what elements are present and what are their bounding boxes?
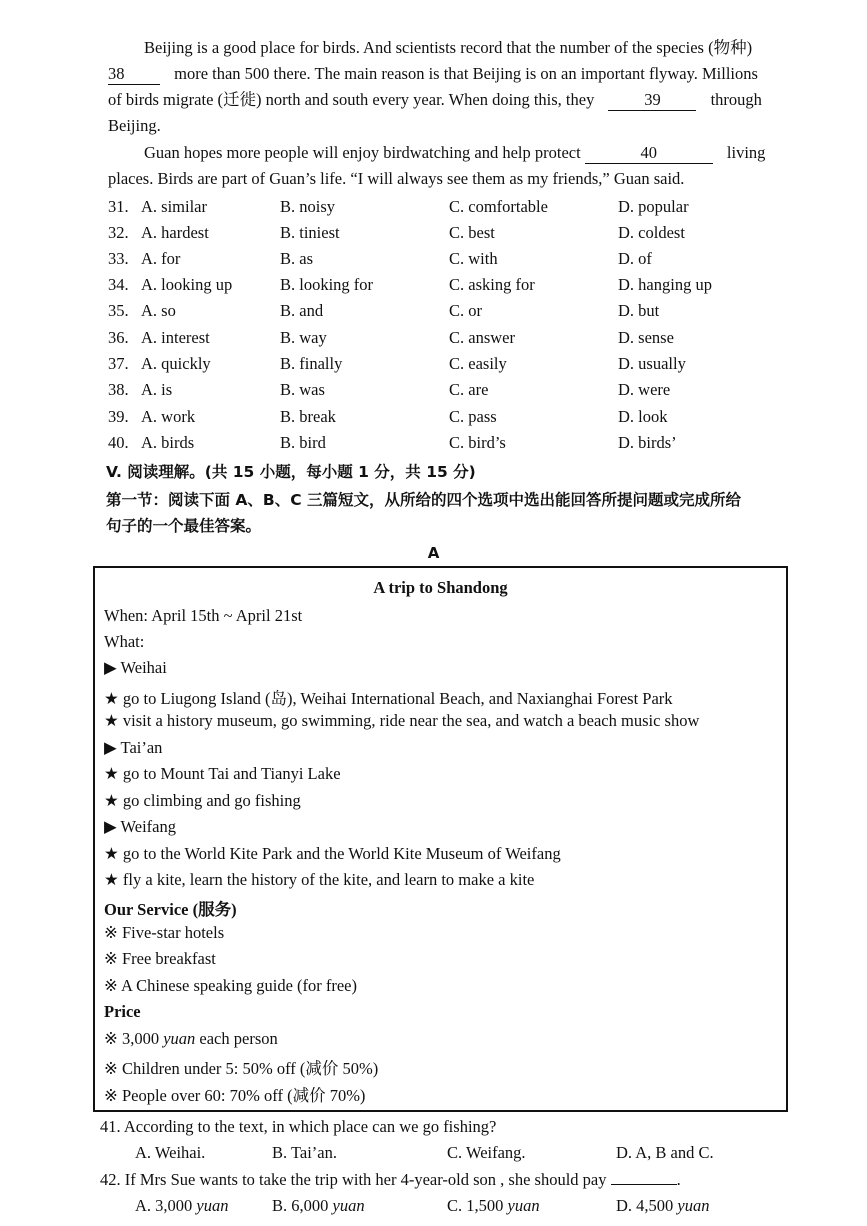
advert-price-item: ※ Children under 5: 50% off (减价 50%): [104, 1059, 379, 1078]
option-c[interactable]: C. comfortable: [449, 197, 548, 216]
option-row: [108, 433, 808, 455]
option-row: [108, 380, 808, 402]
question-number: 40.: [108, 433, 129, 452]
option-c[interactable]: C. easily: [449, 354, 507, 373]
question-number: 38.: [108, 380, 129, 399]
option-row: [108, 301, 808, 323]
section-heading: V. 阅读理解。(共 15 小题，每小题 1 分，共 15 分): [106, 463, 476, 481]
option-d[interactable]: D. coldest: [618, 223, 685, 242]
question-42-text: 42. If Mrs Sue wants to take the trip with her 4-year-old son , she should pay: [100, 1170, 607, 1189]
option-d[interactable]: D. hanging up: [618, 275, 712, 294]
answer-blank: [611, 1184, 677, 1185]
question-number: 37.: [108, 354, 129, 373]
option-c[interactable]: C. best: [449, 223, 495, 242]
passage-line-3-text: of birds migrate (迁徙) north and south every year. When doing this, they: [108, 90, 595, 109]
option-b[interactable]: B. way: [280, 328, 327, 347]
advert-service-item: ※ A Chinese speaking guide (for free): [104, 976, 358, 995]
section-instructions-line-1: 第一节：阅读下面 A、B、C 三篇短文，从所给的四个选项中选出能回答所提问题或完成所给: [106, 491, 741, 509]
advert-service-heading: Our Service (服务): [104, 900, 237, 919]
option-unit: yuan: [507, 1196, 540, 1215]
option-a[interactable]: A. interest: [141, 328, 210, 347]
advert-weifang: ▶ Weifang: [104, 817, 176, 836]
passage-line-2-text: more than 500 there. The main reason is that Beijing is on an important flyway. Millions: [174, 64, 758, 83]
option-row: [108, 328, 808, 350]
passage-label: A: [427, 544, 440, 562]
passage-line-3-end: through: [710, 90, 762, 109]
option-c[interactable]: C. pass: [449, 407, 497, 426]
option-c[interactable]: C. answer: [449, 328, 515, 347]
option-row: [108, 223, 808, 245]
option-a[interactable]: A. similar: [141, 197, 207, 216]
advert-weihai-item: ★ go to Liugong Island (岛), Weihai International Beach, and Naxianghai Forest Park: [104, 689, 673, 708]
option-a[interactable]: A. so: [141, 301, 176, 320]
advert-taian-item: ★ go to Mount Tai and Tianyi Lake: [104, 764, 341, 783]
option-d[interactable]: D. usually: [618, 354, 686, 373]
passage-line-2: [108, 64, 758, 85]
option-b[interactable]: B. looking for: [280, 275, 374, 294]
advert-weifang-item: ★ go to the World Kite Park and the World Kite Museum of Weifang: [104, 844, 561, 863]
question-number: 39.: [108, 407, 129, 426]
option-a[interactable]: A. birds: [141, 433, 195, 452]
option-d[interactable]: D. birds’: [618, 433, 677, 452]
q41-option-b[interactable]: B. Tai’an.: [272, 1143, 337, 1162]
option-c[interactable]: C. asking for: [449, 275, 535, 294]
option-amount: A. 3,000: [135, 1196, 193, 1215]
question-number: 34.: [108, 275, 129, 294]
price-text: each person: [199, 1029, 278, 1048]
passage-line-3: [108, 90, 762, 111]
option-row: [108, 275, 808, 297]
question-42: [100, 1170, 681, 1190]
question-41: 41. According to the text, in which place can we go fishing?: [100, 1117, 497, 1136]
advert-weihai-item: ★ visit a history museum, go swimming, ride near the sea, and watch a beach music show: [104, 711, 700, 730]
question-number: 32.: [108, 223, 129, 242]
q42-option-d[interactable]: [616, 1196, 710, 1216]
advert-service-item: ※ Free breakfast: [104, 949, 216, 968]
option-d[interactable]: D. popular: [618, 197, 689, 216]
option-a[interactable]: A. quickly: [141, 354, 211, 373]
trip-advert-box: [93, 566, 788, 1112]
advert-service-item: ※ Five-star hotels: [104, 923, 225, 942]
option-row: [108, 354, 808, 376]
option-b[interactable]: B. finally: [280, 354, 343, 373]
advert-price-heading: Price: [104, 1002, 141, 1021]
option-d[interactable]: D. look: [618, 407, 668, 426]
option-row: [108, 249, 808, 271]
blank-40: 40: [585, 143, 713, 164]
question-42-end: .: [676, 1170, 681, 1189]
advert-title: A trip to Shandong: [373, 578, 508, 597]
question-number: 35.: [108, 301, 129, 320]
option-b[interactable]: B. was: [280, 380, 325, 399]
option-a[interactable]: A. hardest: [141, 223, 209, 242]
option-c[interactable]: C. or: [449, 301, 482, 320]
q42-option-b[interactable]: [272, 1196, 365, 1216]
advert-taian-item: ★ go climbing and go fishing: [104, 791, 301, 810]
option-unit: yuan: [677, 1196, 710, 1215]
question-number: 33.: [108, 249, 129, 268]
question-number: 31.: [108, 197, 129, 216]
option-a[interactable]: A. looking up: [141, 275, 233, 294]
option-d[interactable]: D. but: [618, 301, 660, 320]
advert-when: When: April 15th ~ April 21st: [104, 606, 303, 625]
option-c[interactable]: C. with: [449, 249, 498, 268]
option-amount: D. 4,500: [616, 1196, 674, 1215]
option-a[interactable]: A. work: [141, 407, 196, 426]
advert-price-item: ※ People over 60: 70% off (减价 70%): [104, 1086, 366, 1105]
option-c[interactable]: C. are: [449, 380, 489, 399]
option-d[interactable]: D. of: [618, 249, 652, 268]
q41-option-d[interactable]: D. A, B and C.: [616, 1143, 714, 1162]
option-unit: yuan: [196, 1196, 229, 1215]
passage-line-6: places. Birds are part of Guan’s life. “I will always see them as my friends,” Guan said.: [108, 169, 685, 188]
q42-option-c[interactable]: [447, 1196, 540, 1216]
section-instructions-line-2: 句子的一个最佳答案。: [106, 517, 262, 535]
advert-price-item: [104, 1029, 278, 1049]
advert-taian: ▶ Tai’an: [104, 738, 163, 757]
passage-line-5-end: living: [726, 143, 766, 162]
passage-line-5: [144, 143, 765, 164]
q41-option-a[interactable]: A. Weihai.: [135, 1143, 206, 1162]
option-b[interactable]: B. break: [280, 407, 336, 426]
advert-weihai: ▶ Weihai: [104, 658, 167, 677]
option-row: [108, 197, 808, 219]
price-unit: yuan: [163, 1029, 196, 1048]
blank-39: 39: [608, 90, 696, 111]
option-a[interactable]: A. for: [141, 249, 181, 268]
option-b[interactable]: B. bird: [280, 433, 326, 452]
option-amount: C. 1,500: [447, 1196, 504, 1215]
q42-option-a[interactable]: [135, 1196, 229, 1216]
option-unit: yuan: [332, 1196, 365, 1215]
option-d[interactable]: D. sense: [618, 328, 674, 347]
option-a[interactable]: A. is: [141, 380, 173, 399]
passage-line-5-text: Guan hopes more people will enjoy birdwatching and help protect: [144, 143, 581, 162]
question-number: 36.: [108, 328, 129, 347]
option-row: [108, 407, 808, 429]
option-d[interactable]: D. were: [618, 380, 671, 399]
option-b[interactable]: B. and: [280, 301, 324, 320]
option-b[interactable]: B. tiniest: [280, 223, 340, 242]
price-amount: ※ 3,000: [104, 1029, 160, 1048]
option-amount: B. 6,000: [272, 1196, 329, 1215]
q41-option-c[interactable]: C. Weifang.: [447, 1143, 526, 1162]
passage-line-4: Beijing.: [108, 116, 161, 135]
blank-38: 38: [108, 64, 160, 85]
option-b[interactable]: B. noisy: [280, 197, 336, 216]
passage-line-1: Beijing is a good place for birds. And scientists record that the number of the species (物种): [144, 38, 753, 57]
option-c[interactable]: C. bird’s: [449, 433, 506, 452]
option-b[interactable]: B. as: [280, 249, 313, 268]
advert-weifang-item: ★ fly a kite, learn the history of the kite, and learn to make a kite: [104, 870, 535, 889]
advert-what: What:: [104, 632, 145, 651]
